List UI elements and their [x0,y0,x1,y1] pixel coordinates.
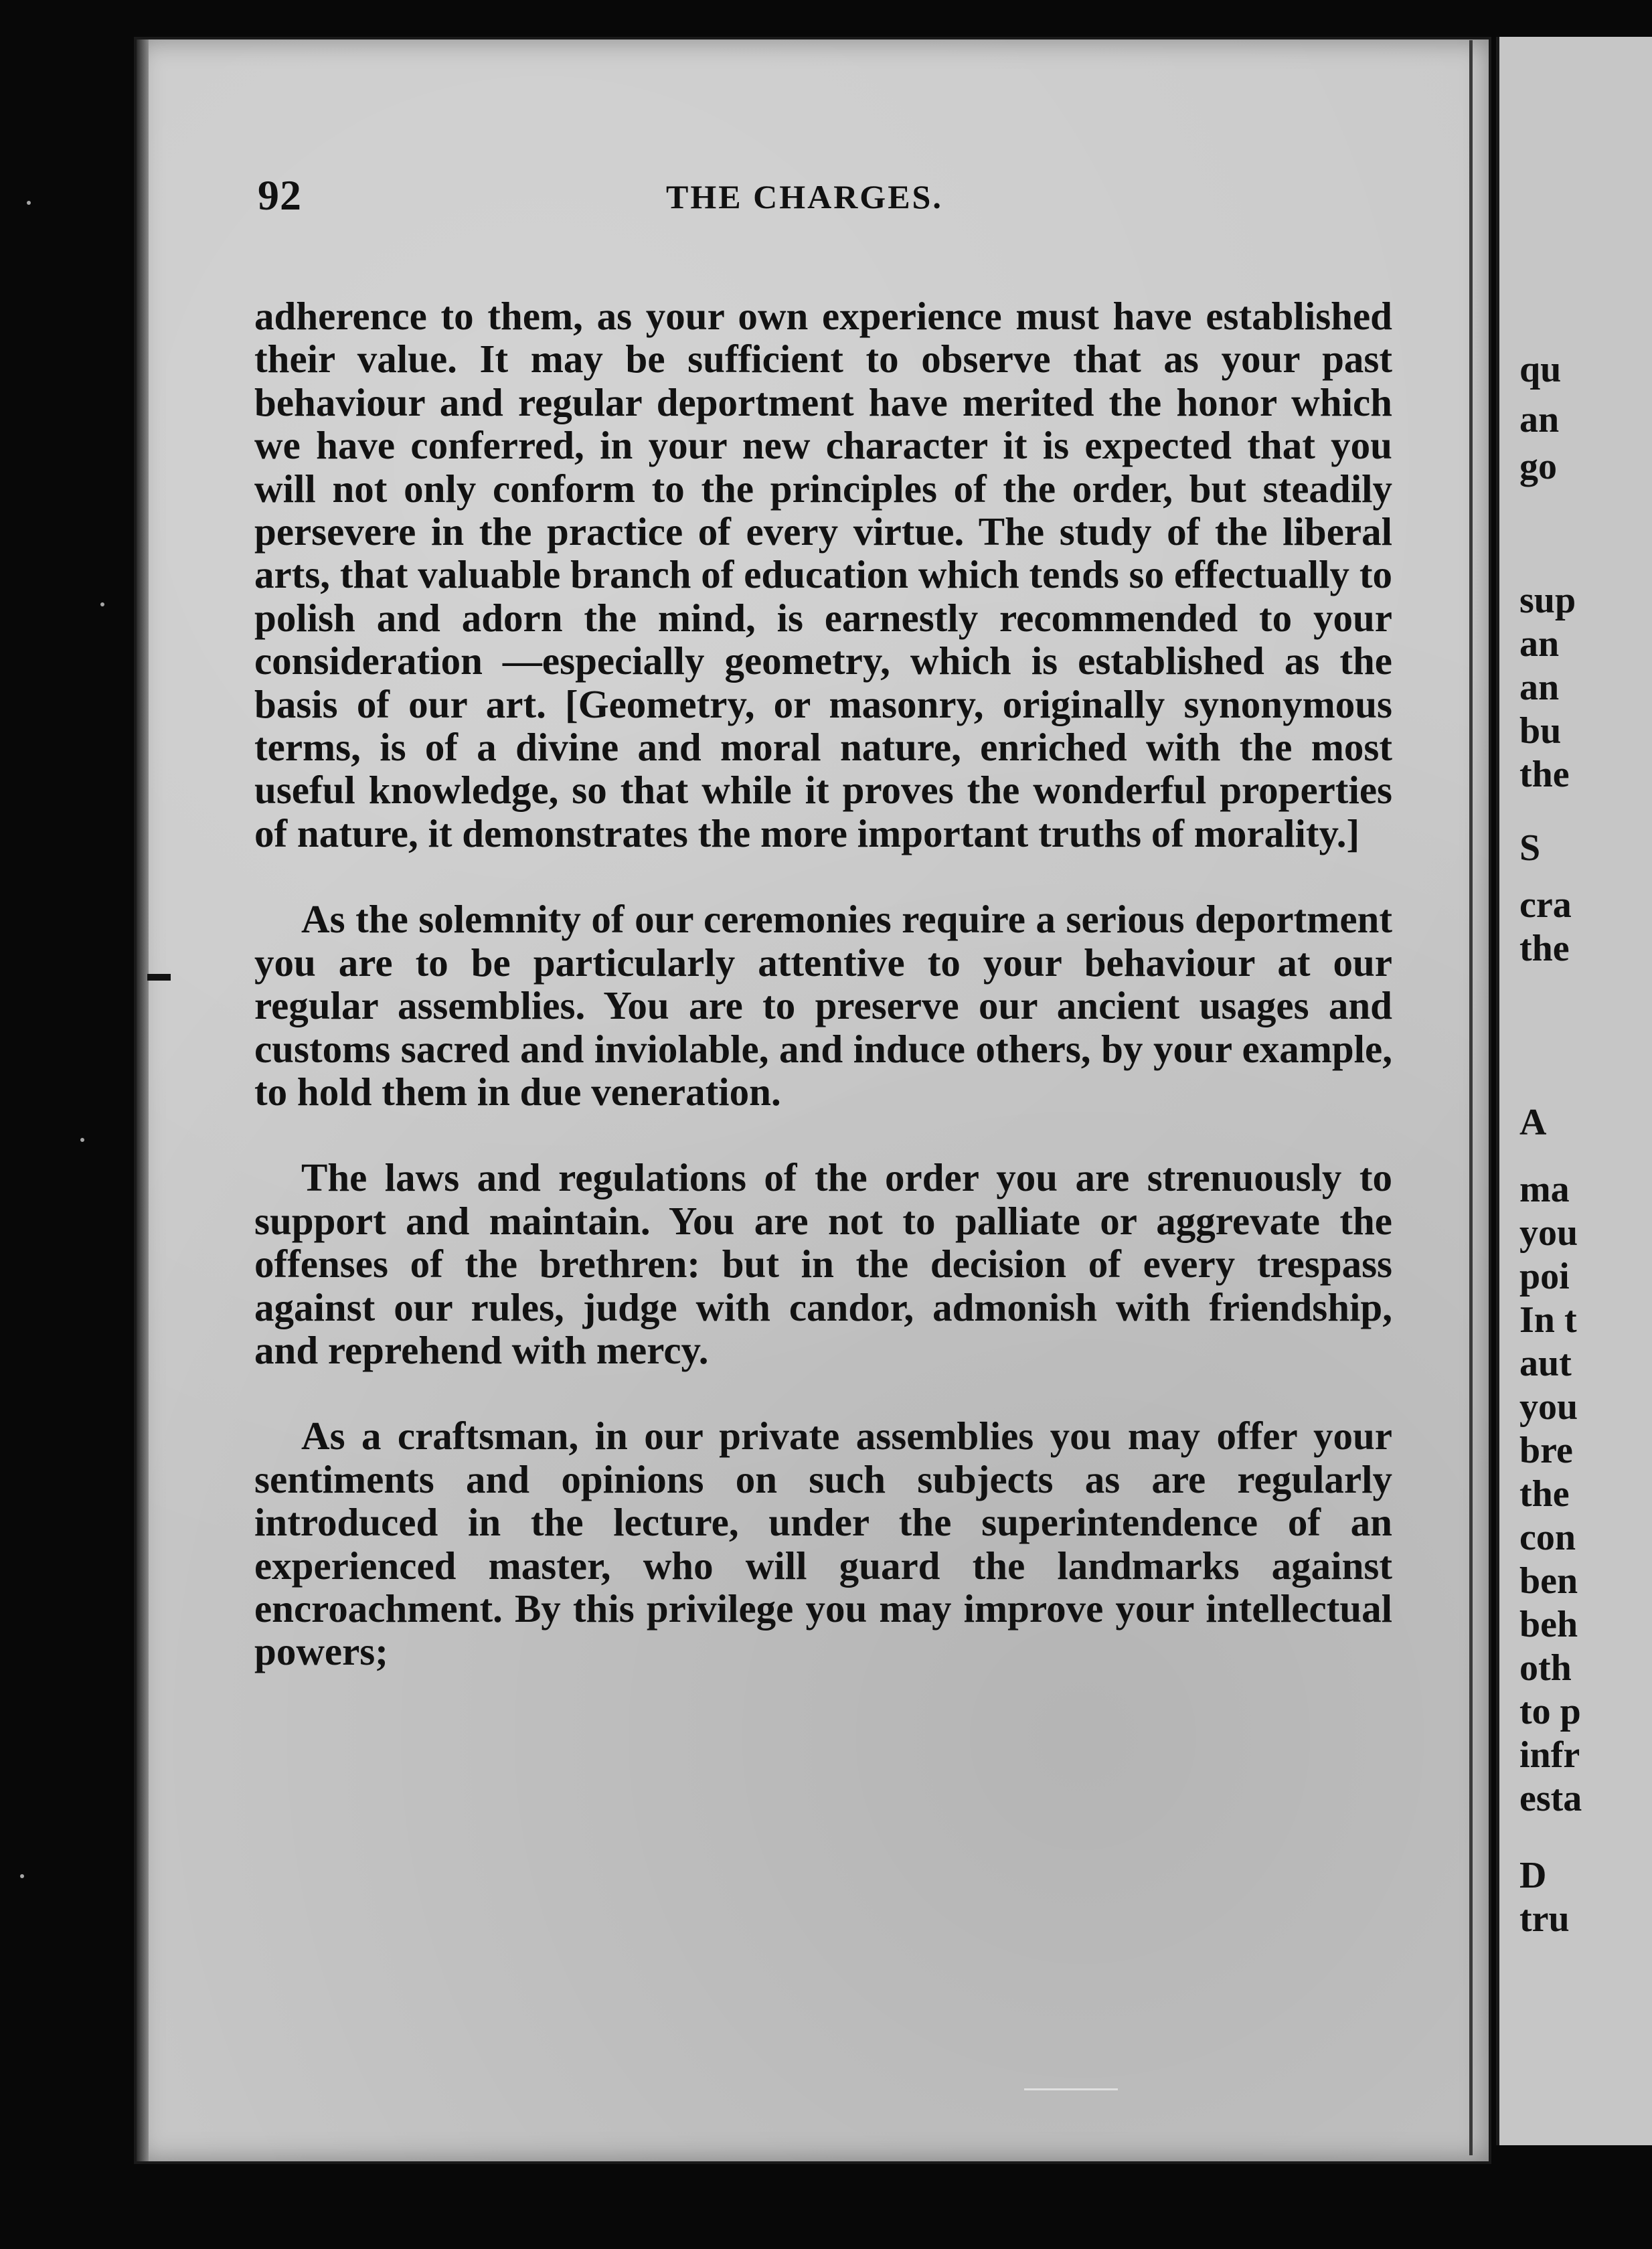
right-fragment: you [1519,1386,1578,1428]
right-fragment: S [1519,827,1541,869]
right-fragment: bre [1519,1430,1573,1471]
dust-speck [27,201,31,205]
page-title: THE CHARGES. [666,178,943,216]
right-fragment: qu [1519,349,1562,390]
right-fragment: to p [1519,1691,1581,1732]
right-fragment: In t [1519,1299,1577,1341]
right-fragment: ben [1519,1560,1578,1602]
right-fragment: tru [1519,1898,1570,1940]
right-fragment: the [1519,928,1570,969]
right-fragment: an [1519,667,1560,708]
right-fragment: an [1519,623,1560,665]
right-fragment: beh [1519,1604,1578,1645]
right-fragment: aut [1519,1343,1572,1384]
right-fragment: the [1519,1473,1570,1515]
paragraph-2: As the solemnity of our ceremonies require a serious deportment you are to be particularly attentive to your behaviour at our regular assemblies. You are to preserve our ancient usages and customs sacred and inviolable, and induce others, by your example, to hold them in due veneration. [254,897,1392,1114]
right-fragment: go [1519,446,1557,487]
right-fragment: cra [1519,884,1572,926]
running-head [131,171,1396,231]
right-fragment: ma [1519,1169,1570,1210]
dust-speck [80,1138,84,1142]
page-number: 92 [258,171,302,219]
right-fragment: infr [1519,1734,1580,1776]
dust-speck [20,1874,24,1878]
right-fragment: poi [1519,1256,1570,1297]
margin-mark [147,974,171,981]
paragraph-4: As a craftsman, in our private assemblies you may offer your sentiments and opinions on such subjects as are regularly introduced in the lecture, under the superintendence of an experienced master, who will guard the landmarks against encroachment. By this privilege you may improve your intellectual powers; [254,1414,1392,1674]
page-gutter [1469,40,1473,2155]
right-fragment: you [1519,1212,1578,1254]
paragraph-1: adherence to them, as your own experience must have established their value. It may be sufficient to observe that as your past behaviour and regular deportment have merited the honor which we have conferred, in your new character it is expected that you will not only conform to the principles of the order, but steadily persevere in the practice of every virtue. The study of the liberal arts, that valuable branch of education which tends so effectually to polish and adorn the mind, is earnestly recommended to your consideration —especially geometry, which is established as the basis of our art. [Geometry, or masonry, originally synonymous terms, is of a divine and moral nature, enriched with the most useful knowledge, so that while it proves the wonderful properties of nature, it demonstrates the more important truths of morality.] [254,294,1392,855]
right-fragment: con [1519,1517,1576,1558]
right-fragment: an [1519,399,1560,440]
body-text [254,295,1392,1673]
paragraph-3: The laws and regulations of the order you are strenuously to support and maintain. You are not to palliate or aggrevate the offenses of the brethren: but in the decision of every trespass against our rules, judge with candor, admonish with friendship, and reprehend with mercy. [254,1155,1392,1372]
dust-speck [100,602,104,606]
scan-smudge [1024,2062,1118,2090]
right-fragment: A [1519,1102,1547,1143]
right-fragment: the [1519,754,1570,795]
right-fragment: oth [1519,1647,1572,1689]
right-fragment: D [1519,1855,1547,1896]
right-fragment: bu [1519,710,1562,752]
right-fragment: esta [1519,1778,1582,1819]
right-fragment: sup [1519,580,1576,621]
right-page-fragment [1496,37,1652,2145]
